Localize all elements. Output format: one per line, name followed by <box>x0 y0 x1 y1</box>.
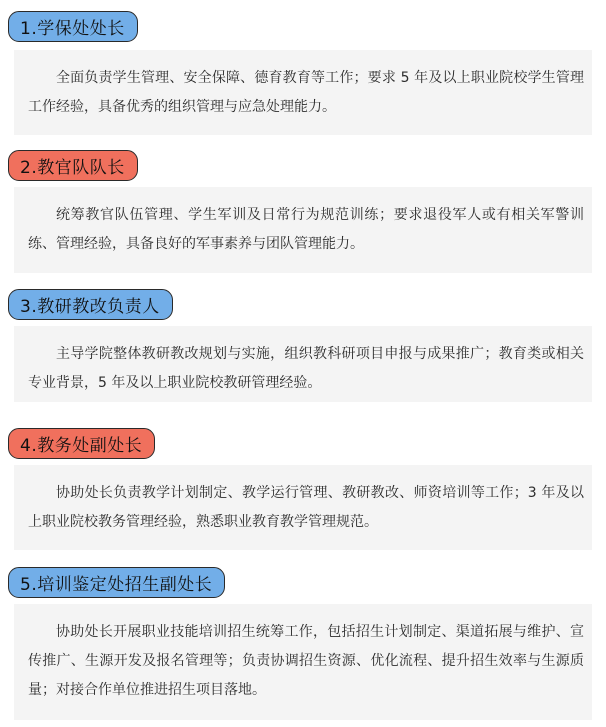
job-title-tag: 3.教研教改负责人 <box>8 289 173 320</box>
job-description: 协助处长负责教学计划制定、教学运行管理、教研教改、师资培训等工作；3 年及以上职业院校教务管理经验，熟悉职业教育教学管理规范。 <box>14 465 592 550</box>
job-title-tag: 2.教官队队长 <box>8 150 138 181</box>
job-title-tag: 1.学保处处长 <box>8 11 138 42</box>
job-description: 全面负责学生管理、安全保障、德育教育等工作；要求 5 年及以上职业院校学生管理工作经验，具备优秀的组织管理与应急处理能力。 <box>14 50 592 135</box>
job-description: 统筹教官队伍管理、学生军训及日常行为规范训练；要求退役军人或有相关军警训练、管理经验，具备良好的军事素养与团队管理能力。 <box>14 187 592 273</box>
job-title-tag: 4.教务处副处长 <box>8 428 155 459</box>
job-description: 主导学院整体教研教改规划与实施，组织教科研项目申报与成果推广；教育类或相关专业背景，5 年及以上职业院校教研管理经验。 <box>14 326 592 402</box>
job-title-tag: 5.培训鉴定处招生副处长 <box>8 567 225 598</box>
job-description: 协助处长开展职业技能培训招生统筹工作，包括招生计划制定、渠道拓展与维护、宣传推广、生源开发及报名管理等；负责协调招生资源、优化流程、提升招生效率与生源质量；对接合作单位推进招生项目落地。 <box>14 604 592 720</box>
